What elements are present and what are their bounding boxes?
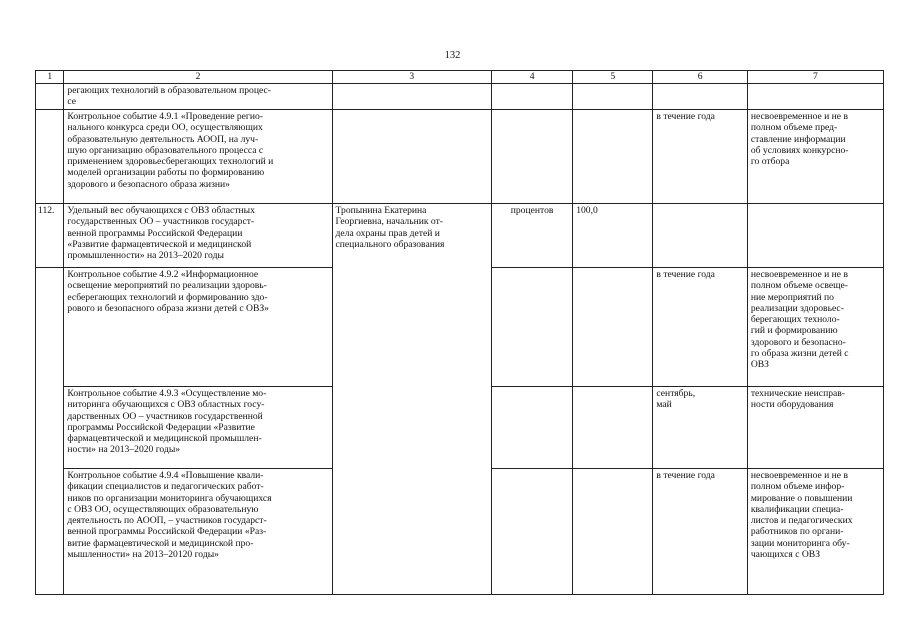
deadline-cell: сентябрь, май <box>653 387 747 469</box>
table-row <box>36 204 884 268</box>
header-col-5: 5 <box>573 71 653 84</box>
header-col-2: 2 <box>64 71 332 84</box>
risk-cell <box>747 204 883 268</box>
event-description: Контрольное событие 4.9.3 «Осуществление мо- ниторинга обучающихся с ОВЗ областных госу- дарственных ОО – участников государственной программы Российской Федерации «Развитие фармацевтической и медицинской промышлен- ности» на 2013–2020 годы» <box>64 387 332 469</box>
risk-cell: технические неисправ- ности оборудования <box>747 387 883 469</box>
deadline-cell: в течение года <box>653 268 747 387</box>
responsible-cell <box>332 110 491 204</box>
risk-cell: несвоевременное и не в полном объеме инфор- мирование о повышении квалификации специа- листов и педагогических работников по органи- зации мониторинга обу- чающихся с ОВЗ <box>747 469 883 595</box>
value-cell <box>573 268 653 387</box>
value-cell <box>573 387 653 469</box>
event-description: Контрольное событие 4.9.4 «Повышение квали- фикации специалистов и педагогических работ- ников по организации мониторинга обучающихся с ОВЗ ОО, осуществляющих образовательную деятельность по АООП, – участников государст- венной программы Российской Федерации «Раз- витие фармацевтической и медицинской про- мышленности» на 2013–20120 годы» <box>64 469 332 595</box>
unit-cell <box>491 110 572 204</box>
event-description: Контрольное событие 4.9.1 «Проведение регио- нального конкурса среди ОО, осуществляющих образовательную деятельность АООП, на луч- шую организацию образовательного процесса с применением здоровьесберегающих технологий и моделей организации работы по формированию здорового и безопасного образа жизни» <box>64 110 332 204</box>
deadline-cell: в течение года <box>653 110 747 204</box>
event-description: Контрольное событие 4.9.2 «Информационное освещение мероприятий по реализации здоровь- есберегающих технологий и формированию здо- рового и безопасного образа жизни детей с ОВЗ» <box>64 268 332 387</box>
risk-cell: несвоевременное и не в полном объеме освеще- ние мероприятий по реализации здоровьес- берегающих техноло- гий и формированию здорового и безопасно- го образа жизни детей с ОВЗ <box>747 268 883 387</box>
header-col-4: 4 <box>491 71 572 84</box>
event-description: регающих технологий в образовательном процес- се <box>64 84 332 110</box>
unit-cell <box>491 469 572 595</box>
header-col-7: 7 <box>747 71 883 84</box>
row-number-cell <box>36 110 64 204</box>
row-number-cell: 112. <box>36 204 64 268</box>
deadline-cell: в течение года <box>653 469 747 595</box>
responsible-cell <box>332 84 491 110</box>
unit-cell <box>491 387 572 469</box>
risk-cell <box>747 84 883 110</box>
header-col-1: 1 <box>36 71 64 84</box>
value-cell <box>573 84 653 110</box>
unit-cell <box>491 84 572 110</box>
value-cell <box>573 469 653 595</box>
table-row <box>36 110 884 204</box>
value-cell <box>573 110 653 204</box>
plan-table <box>35 70 884 595</box>
header-col-6: 6 <box>653 71 747 84</box>
indicator-description: Удельный вес обучающихся с ОВЗ областных государственных ОО – участников государст- венной программы Российской Федерации «Развитие фармацевтической и медицинской промышленности» на 2013–2020 годы <box>64 204 332 268</box>
header-row <box>36 71 884 84</box>
value-cell: 100,0 <box>573 204 653 268</box>
page-number: 132 <box>444 50 461 61</box>
unit-cell <box>491 268 572 387</box>
unit-cell: процентов <box>491 204 572 268</box>
row-number-cell <box>36 268 64 595</box>
deadline-cell <box>653 204 747 268</box>
header-col-3: 3 <box>332 71 491 84</box>
responsible-cell: Тропынина Екатерина Георгиевна, начальник от- дела охраны прав детей и специального образования <box>332 204 491 595</box>
row-number-cell <box>36 84 64 110</box>
risk-cell: несвоевременное и не в полном объеме пред- ставление информации об условиях конкурсно- го отбора <box>747 110 883 204</box>
table-row <box>36 84 884 110</box>
deadline-cell <box>653 84 747 110</box>
